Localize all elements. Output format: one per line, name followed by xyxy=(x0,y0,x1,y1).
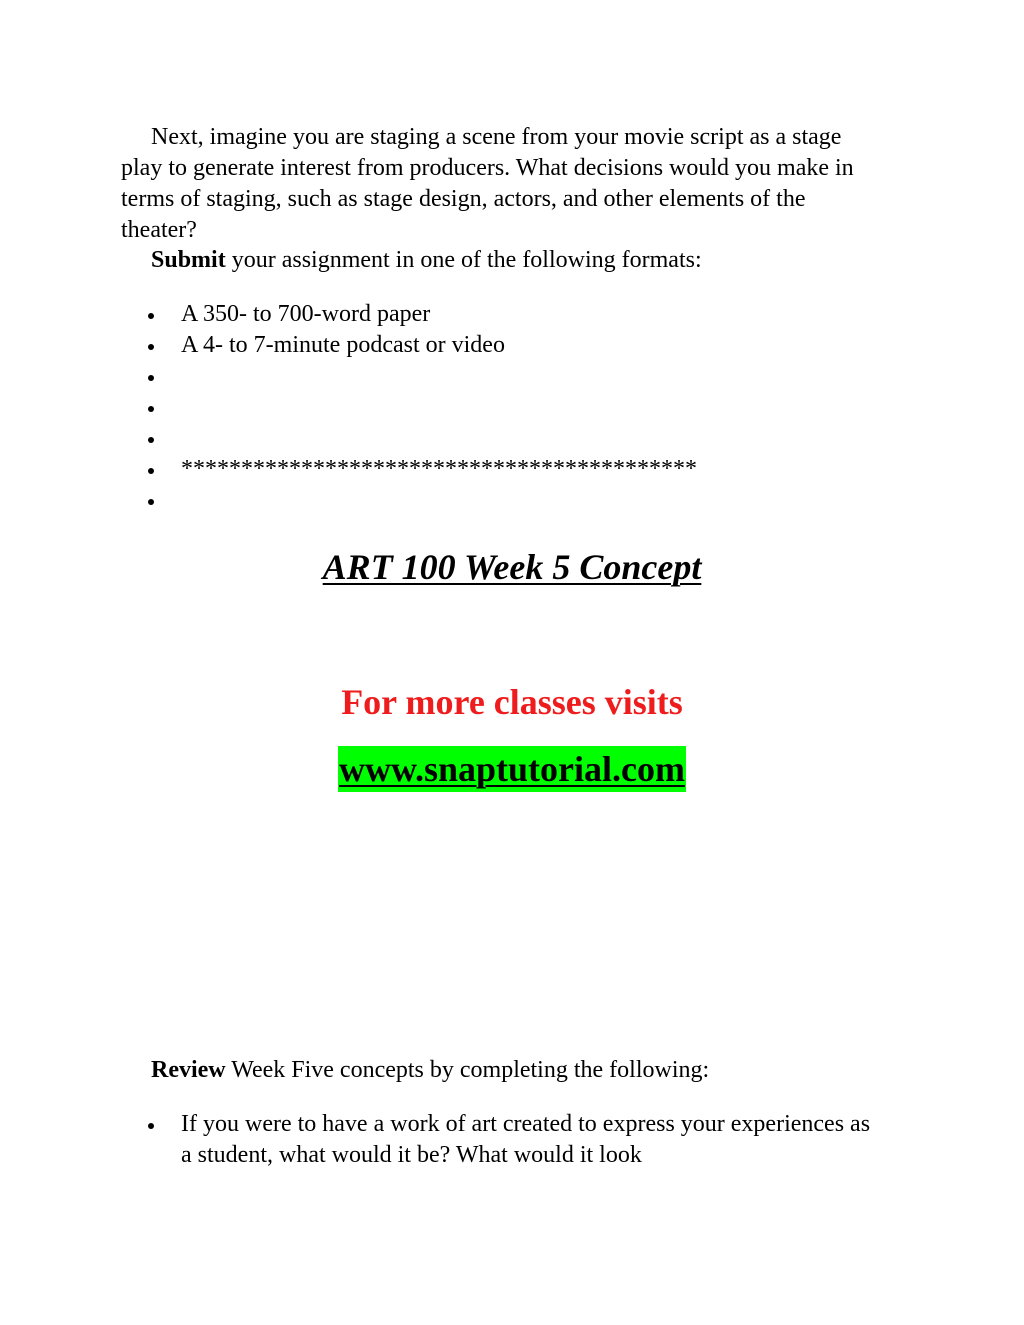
intro-paragraph: Next, imagine you are staging a scene from your movie script as a stage play to generate interest from producers. What decisions would you make in terms of staging, such as stage design, actors, and other elements of the theater? xyxy=(121,124,854,243)
bullet-icon xyxy=(148,344,154,350)
bullet-icon xyxy=(148,437,154,443)
bullet-icon xyxy=(148,499,154,505)
bullet-icon xyxy=(148,1123,154,1129)
submit-instruction-text: your assignment in one of the following formats: xyxy=(225,247,702,273)
list-item xyxy=(0,392,697,423)
review-instruction xyxy=(151,1055,709,1086)
list-item xyxy=(0,361,697,392)
list-item xyxy=(0,454,697,485)
list-item-text: If you were to have a work of art created to express your experiences as a student, what would it be? What would it look xyxy=(181,1111,871,1168)
concept-title-text: ART 100 Week 5 Concept xyxy=(322,547,702,587)
submit-bold-word: Submit xyxy=(151,247,226,273)
list-item-text: A 4- to 7-minute podcast or video xyxy=(181,332,505,358)
list-item xyxy=(0,423,697,454)
review-instruction-text: Week Five concepts by completing the following: xyxy=(225,1057,710,1083)
website-line xyxy=(0,746,1024,792)
website-link[interactable]: www.snaptutorial.com xyxy=(338,746,686,792)
bullet-icon xyxy=(148,468,154,474)
bullet-icon xyxy=(148,406,154,412)
list-item-text: A 350- to 700-word paper xyxy=(181,301,431,327)
list-item xyxy=(0,1109,881,1171)
list-item xyxy=(0,485,697,516)
list-item xyxy=(0,330,697,361)
submit-formats-list xyxy=(0,299,697,516)
asterisk-separator: ******************************************* xyxy=(181,456,697,482)
review-questions-list xyxy=(0,1109,881,1171)
concept-title xyxy=(0,543,1024,591)
list-item xyxy=(0,299,697,330)
bullet-icon xyxy=(148,375,154,381)
bullet-icon xyxy=(148,313,154,319)
submit-instruction xyxy=(151,245,702,276)
more-classes-heading: For more classes visits xyxy=(341,682,683,722)
review-bold-word: Review xyxy=(151,1057,226,1083)
